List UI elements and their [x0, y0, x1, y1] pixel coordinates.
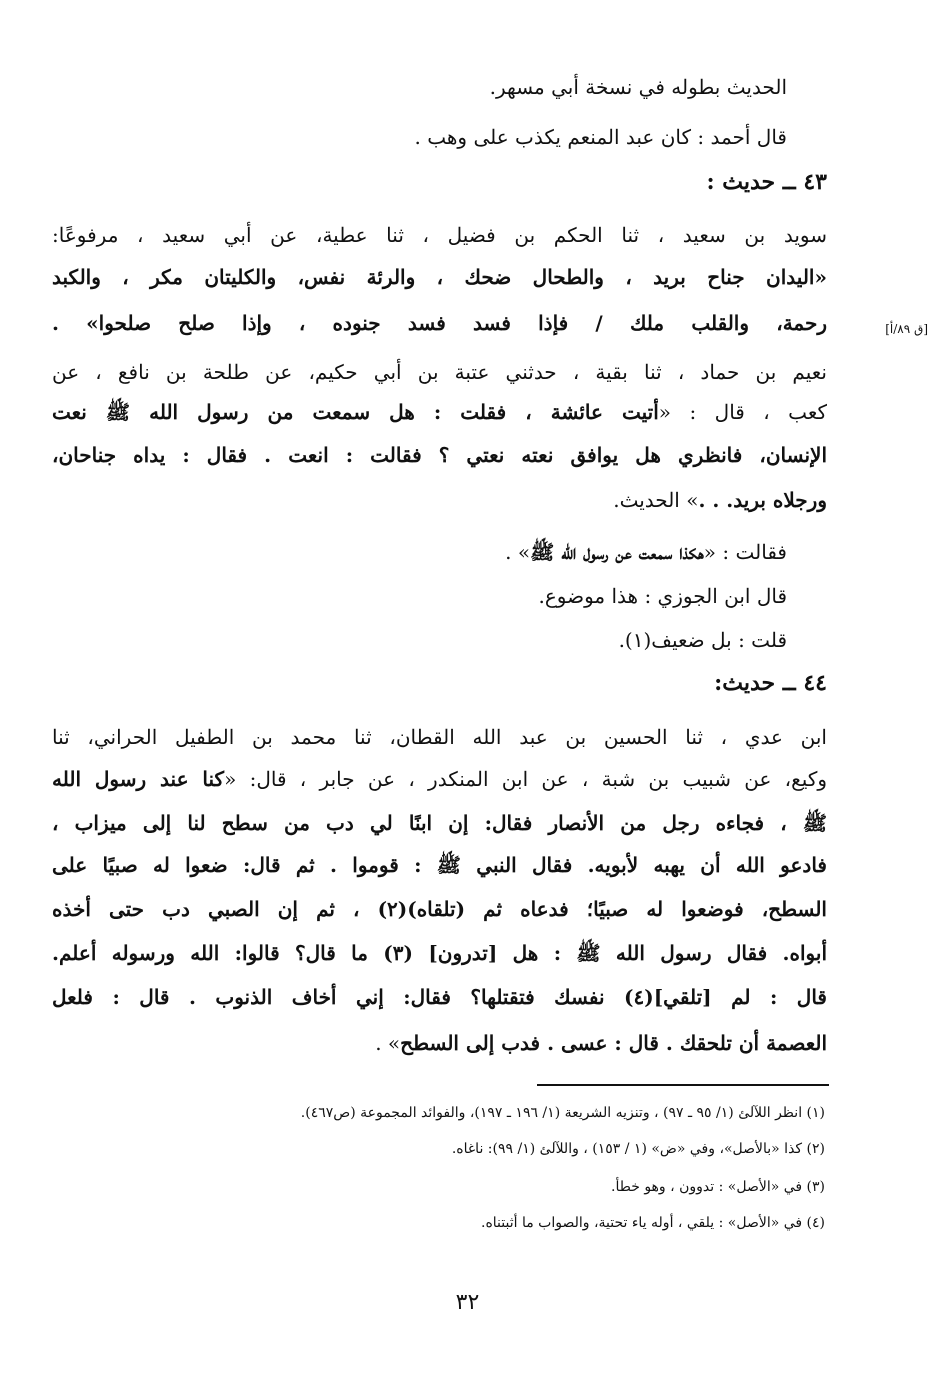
bold-text: ورجلاه بريد. . .	[698, 488, 827, 512]
text-line	[52, 581, 787, 613]
section-heading	[52, 668, 827, 700]
footnote: (٤) في «الأصل» : يلقي ، أوله ياء تحتية، والصواب ما أثبتناه.	[481, 1215, 825, 1231]
bold-text: هكذا سمعت عن رسول الله ﷺ	[530, 540, 704, 564]
text-line	[52, 72, 787, 104]
bold-text: فادعو الله أن يهبه لأبويه. فقال النبي ﷺ : قوموا . ثم قال: ضعوا له صبيًا على	[52, 853, 827, 877]
text-line	[52, 982, 827, 1014]
footnote-divider	[537, 1084, 829, 1086]
text-line	[52, 220, 827, 252]
bold-text: أبواه. فقال رسول الله ﷺ : هل [تدرون] (٣) ما قال؟ قالوا: الله ورسوله أعلم.	[52, 941, 827, 965]
plain-text: وكيع، عن شبيب بن شبة ، عن ابن المنكدر ، عن جابر ، قال: «	[224, 767, 827, 791]
text-line	[52, 357, 827, 389]
text-line	[52, 625, 787, 657]
footnote: (١) انظر اللآلئ (١/ ٩٥ ـ ٩٧) ، وتنزيه الشريعة (١/ ١٩٦ ـ ١٩٧)، والفوائد المجموعة (ص٤٦٧).	[300, 1105, 825, 1121]
bold-text: ٤٣ ــ حديث :	[706, 169, 827, 195]
text-line	[52, 122, 787, 154]
plain-text: سويد بن سعيد ، ثنا الحكم بن فضيل ، ثنا عطية، عن أبي سعيد ، مرفوعًا:	[52, 223, 827, 247]
bold-text: العصمة أن تلحقك . قال : عسى . فدب إلى السطح	[400, 1031, 827, 1055]
plain-text: ابن عدي ، ثنا الحسين بن عبد الله القطان، ثنا محمد بن الطفيل الحراني، ثنا	[52, 725, 827, 749]
text-line	[52, 485, 827, 517]
page-number: ٣٢	[455, 1290, 480, 1315]
plain-text: » الحديث.	[613, 488, 699, 512]
bold-text: ٤٤ ــ حديث:	[714, 670, 827, 696]
text-line	[52, 808, 827, 840]
footnote: (٢) كذا «بالأصل»، وفي «ض» (١ / ١٥٣) ، واللآلئ (١/ ٩٩): ناغاه.	[451, 1141, 825, 1157]
bold-text: قال : لم [تلقي](٤) نفسك فتقتلها؟ فقال: إني أخاف الذنوب . قال : فلعل	[52, 985, 827, 1009]
bold-text: رحمة، والقلب ملك / فإذا فسد فسد جنوده ، وإذا صلح صلحوا» .	[52, 311, 827, 335]
text-line	[52, 850, 827, 882]
bold-text: ﷺ ، فجاءه رجل من الأنصار فقال: إن ابنًا لي دب من سطح لنا إلى ميزاب ،	[52, 811, 827, 835]
plain-text: قلت : بل ضعيف(١).	[618, 628, 787, 652]
bold-text: السطح، فوضعوا له صبيًا؛ فدعاه ثم (تلقاه)(٢) ، ثم إن الصبي دب حتى أخذه	[52, 897, 827, 921]
text-line	[52, 308, 827, 340]
bold-text: كنا عند رسول الله	[52, 767, 225, 791]
manuscript-folio-note: [ق ٨٩/أ]	[885, 322, 928, 336]
text-line	[52, 938, 827, 970]
text-line	[52, 1028, 827, 1060]
text-line	[52, 894, 827, 926]
text-line	[52, 397, 827, 429]
section-heading	[52, 167, 827, 199]
plain-text: الحديث بطوله في نسخة أبي مسهر.	[489, 75, 787, 99]
text-line	[52, 440, 827, 472]
text-line	[52, 537, 787, 569]
plain-text: قال ابن الجوزي : هذا موضوع.	[538, 584, 787, 608]
plain-text: نعيم بن حماد ، ثنا بقية ، حدثني عتبة بن أبي حكيم، عن طلحة بن نافع ، عن	[52, 360, 827, 384]
plain-text: » .	[375, 1031, 401, 1055]
plain-text: » .	[505, 540, 531, 564]
plain-text: كعب ، قال : «	[658, 400, 827, 424]
text-line	[52, 764, 827, 796]
text-line	[52, 722, 827, 754]
plain-text: قال أحمد : كان عبد المنعم يكذب على وهب .	[414, 125, 787, 149]
bold-text: الإنسان، فانظري هل يوافق نعته نعتي ؟ فقالت : انعت . فقال : يداه جناحان،	[52, 443, 827, 467]
bold-text: «اليدان جناح بريد ، والطحال ضحك ، والرئة نفس، والكليتان مكر ، والكبد	[52, 265, 827, 289]
plain-text: فقالت : «	[703, 540, 787, 564]
text-line	[52, 262, 827, 294]
bold-text: أتيت عائشة ، فقلت : هل سمعت من رسول الله ﷺ نعت	[52, 400, 659, 424]
footnote: (٣) في «الأصل» : تدوون ، وهو خطأ.	[611, 1179, 825, 1195]
